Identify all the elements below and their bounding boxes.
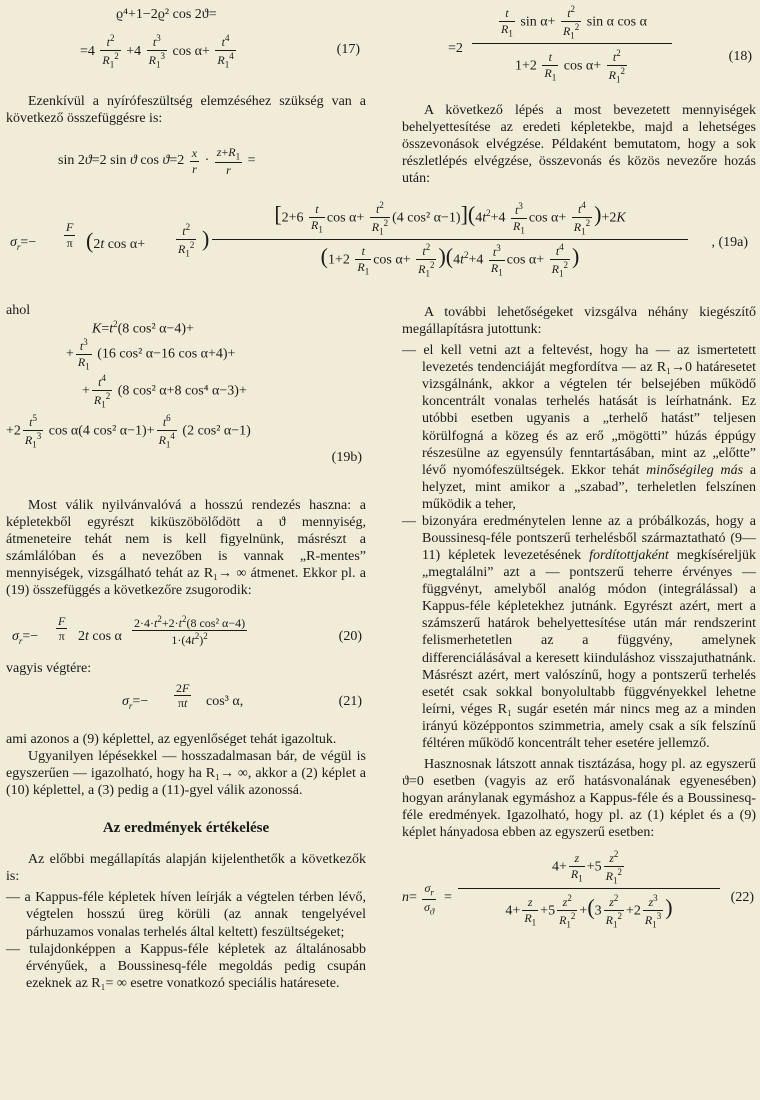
section-title: Az eredmények értékelése	[102, 819, 270, 836]
equation-19b-label: (19b)	[331, 450, 362, 466]
word-ahol: ahol	[6, 303, 31, 318]
equation-18: =2 $\frac{t}{R_1}$ sin α+ $\frac{t^2}{R_1^2}$ sin α cos α 1+2 $\frac{t}{R_1}$ cos α+ $\frac{t^2}{R_1^2}$ (18)	[448, 4, 752, 84]
paragraph-ami: ami azonos a (9) képlettel, az egyenlőséget tehát igazoltuk.	[6, 731, 337, 747]
bullet-r1-zero-emphasis: minőségileg más	[646, 462, 744, 478]
right-column-main	[402, 304, 756, 949]
equation-17-label: (17)	[336, 42, 360, 58]
equation-21: $\sigma_r=-$ $\frac{2F}{\pi t}$ cos³ α, (21)	[122, 680, 362, 711]
bullet-boussinesq-emphasis: fordítottjaként	[589, 548, 669, 564]
right-column-top	[402, 4, 756, 187]
paragraph-most: Most válik nyilvánvalóvá a hosszú rendezés haszna: a képletekből egyrészt kiküszöbölődött a ϑ mennyiség, átmeneteire tehát nem is kell figyelnünk, másrészt a számlálóban és a nevezőben is vannak „R-mentes” mennyiségek, vizsgálható tehát az R₁→ ∞ átmenet. Ekkor pl. a (19) összefüggés a következőre zsugorodik:	[6, 498, 366, 599]
bullet-r1-zero	[402, 342, 756, 513]
equation-20-label: (20)	[338, 628, 362, 644]
bullet-kappus-2: — tulajdonképpen a Kappus-féle képletek az általánosabb érvényűek, a Boussinesq-féle megoldás pedig csupán ezeknek az R₁= ∞ esetre vonatkozó speciális határesete.	[6, 941, 366, 991]
equation-17: =4 $\frac{t^2}{R_1^2}$ +4 $\frac{t^3}{R_1^3}$ cos α+ $\frac{t^4}{R_1^4}$ (17)	[80, 33, 360, 70]
equation-20: $\sigma_r=-$ $\frac{F}{\pi}$ 2t cos α $\frac{2\cdot 4\cdot t^2+2\cdot t^2(8 \cos^2 \alpha-4)}{1\cdot(4t^2)^2}$ (20)	[12, 613, 362, 648]
bullet-r1-zero-text: — el kell vetni azt a feltevést, hogy ha — az ismertetett levezetés tendenciáját megfordítva — az R₁→0 határesetet vizsgálnánk, akkor a végtelen tér belsejében működő koncentrált vonalas terhelés hatását is leírhatnánk. Ez utóbbi esetben ugyanis a „terhelő hatást” teljesen körülfogná a közeg és az erő „mögötti” húzás éppúgy részesülne az egyensúly fenntartásában, mint az „előtte” lévő nyomófeszültségek. Ekkor tehát	[402, 343, 756, 478]
bullet-r1-zero-tail: a helyzet, mint amikor a „szabad”, terheletlen felszínen működik a teher,	[422, 462, 757, 512]
bullet-boussinesq	[402, 513, 756, 752]
paragraph-next-step: A következő lépés a most bevezetett mennyiségek behelyettesítése az eredeti képletekbe, majd a lehetséges összevonások elvégzése. Példaként bemutatom, hogy a sok részletlépés elvégzése, összevonás és közös nevezőre hozás után:	[402, 103, 756, 187]
paragraph-elobbi: Az előbbi megállapítás alapján kijelenthetők a következők is:	[6, 852, 366, 885]
paragraph-shear: Ezenkívül a nyírófeszültség elemzéséhez szükség van a következő összefüggésre is:	[6, 94, 366, 127]
paragraph-ugyanilyen: Ugyanilyen lépésekkel — hosszadalmasan bár, de végül is egyszerűen — igazolható, hogy ha R₁→ ∞, akkor a (2) képlet a (10) képlettel, a (3) pedig a (11)-gyel válik azonossá.	[6, 748, 366, 798]
bullet-boussinesq-tail: megkíséreljük „megtalálni” azt a — pontszerű teherre érvényes — függvényt, amelyből analóg módon (integrálással) a Kappus-féle képletekhez jutnánk. Egyrészt azért, mert a számszerű határok behelyettesítése után már rendszerint felismerhetetlen az a függvény, amelynek differenciálásával a keresett kiinduláshoz visszajuthatnánk. Másrészt azért, mert valószínű, hogy a pontszerű terhelés esetét csak sokkal bonyolultabb függvényekkel lehetne leírni, véges R₁ sugár esetén már nincs meg az a minden irányú középpontos szimmetria, amely csak a sík felszínű féltéren működő koncentrált teher esetére jellemző.	[422, 548, 756, 751]
equation-22: n= $\frac{\sigma_r}{\sigma_ϑ}$ = 4+ $\frac{z}{R_1}$ +5 $\frac{z^2}{R_1^2}$ 4+ $\frac{z}{R_1}$ +5 $\frac{z^2}{R_1^2}$ +(3 $\frac{z^2}{R_1^2}$ +2 $\frac{z^3}{R_1^3}$ ) (22)	[402, 849, 754, 930]
equation-16-line1: ϱ⁴+1−2ϱ² cos 2ϑ=	[116, 7, 217, 22]
text-vagyis: vagyis végtére:	[6, 660, 92, 676]
paragraph-hasznos: Hasznosnak látszott annak tisztázása, hogy pl. az egyszerű ϑ=0 esetben (vagyis az erő hatásvonalának egyenesében) hogyan aránylanak egymáshoz a Kappus-féle és a Boussinesq-féle eredmények. Igazolható, hogy pl. az (1) képlet és a (9) képlet hányadosa ebben az egyszerű esetben:	[402, 757, 756, 841]
left-column-main	[6, 302, 366, 992]
bullet-kappus-1: — a Kappus-féle képletek híven leírják a végtelen térben lévő, végtelen hosszú üreg körüli (az annak tengelyével párhuzamos vonalas terhelés által keltett) feszültségeket;	[6, 890, 366, 940]
equation-22-label: (22)	[730, 890, 754, 906]
equation-19b: $K=t^2(8$ cos² α−4)+ + $\frac{t^3}{R_1}$ (16 cos² α−16 cos α+4)+ + $\frac{t^4}{R_1^2}$ (8 cos² α+8 cos⁴ α−3)+ +2 $\frac{t^5}{R_1^3}$ cos α(4 cos² α−1)+ $\frac{t^6}{R_1^4}$ (2 cos² α−1) (19b)	[6, 319, 362, 466]
bullet-boussinesq-text: — bizonyára eredménytelen lenne az a próbálkozás, hogy a Boussinesq-féle pontszerű terhelésből származtatható (9—11) képletek levezetésének	[402, 513, 756, 564]
paragraph-tovabbi: A további lehetőségeket vizsgálva néhány kiegészítő megállapításra jutottunk:	[402, 305, 756, 338]
equation-18-label: (18)	[728, 49, 752, 64]
left-column-top	[6, 6, 366, 181]
equation-19a: $\sigma_r=-$ $\frac{F}{\pi}$ (2t cos α+ $\frac{t^2}{R_1^2}$ ) [2+6 $\frac{t}{R_1}$ cos α+ $\frac{t^2}{R_1^2}$ (4 cos² $\alpha-1)](4t^2+4$ $\frac{t^3}{R_1}$ cos α+ $\frac{t^4}{R_1^2}$ )+2K (1+2 $\frac{t}{R_1}$ cos α+ $\frac{t^2}{R_1^2}$ )($4t^2+4$ $\frac{t^3}{R_1}$ cos α+ $\frac{t^4}{R_1^2}$ ) , (19a)	[10, 200, 748, 278]
equation-21-label: (21)	[338, 693, 362, 709]
equation-19a-label: (19a)	[718, 235, 748, 250]
equation-sin2theta: sin 2ϑ=2 sin ϑ cos ϑ=2 $\frac{x}{r}$ · $\frac{z+R_1}{r}$ =	[58, 144, 256, 177]
